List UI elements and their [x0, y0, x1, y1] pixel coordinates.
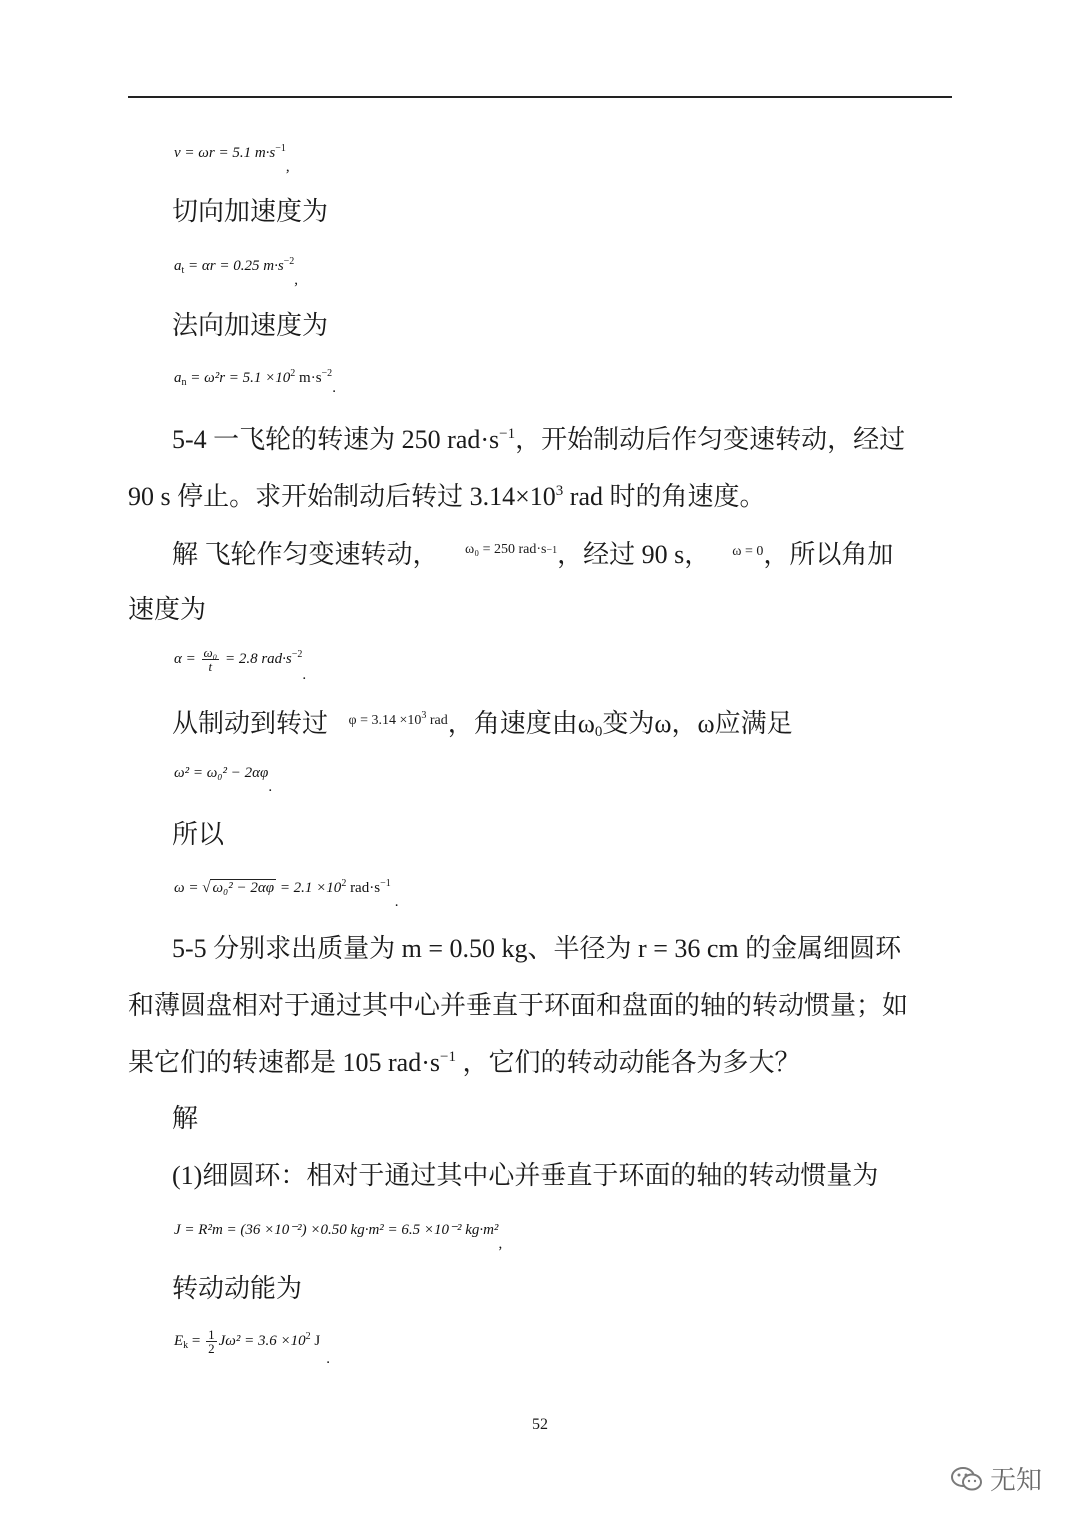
equation-tangential-acceleration: $a_t = \alpha r = 0.25$ $m\cdot s^{-2}$, [174, 256, 299, 288]
watermark [950, 1460, 1042, 1497]
solution-5-5-label: 解 [172, 1104, 199, 1133]
tangential-label: 切向加速度为 [172, 197, 329, 226]
equation-moment-of-inertia: J = R²m = (36 ×10⁻²) ×0.50 kg·m² = 6.5 ×10⁻² kg·m², [174, 1222, 503, 1252]
equation-omega-result: ω = √ $\omega_0^2 - 2\alpha\varphi = 2.1 \times 10^2$ $rad\cdot s^{-1}$. [174, 878, 399, 910]
page-number: 52 [532, 1416, 548, 1433]
solution-5-4-line2: 速度为 [128, 595, 207, 624]
ring-label: (1)细圆环：相对于通过其中心并垂直于环面的轴的转动惯量为 [172, 1161, 879, 1190]
watermark-text: 无知 [989, 1466, 1042, 1496]
equation-omega-squared: ω² = ω₀² − 2αφ. [174, 765, 273, 795]
equation-normal-acceleration: $a_n = \omega^2r = 5.1 \times 10^2$ $m\cdot s^{-2}$. [174, 368, 336, 396]
problem-5-4-line1: 5-4 一飞轮的转速为 250 $rad\cdot s^{-1}$，开始制动后作匀变速转动，经过 [172, 425, 906, 454]
kinetic-energy-label: 转动动能为 [172, 1274, 303, 1303]
solution-5-4-line1: 解 飞轮作匀变速转动， $^{\omega_0 = 250 rad\cdot s-1}$，经过 90 s， $^{\omega = 0}$，所以角加 [172, 540, 894, 569]
equation-velocity: v = ωr = 5.1 $m\cdot s^{-1}$, [174, 143, 290, 175]
equation-angular-acceleration: α = $\frac{\text{ω₀}}{t}$ = 2.8 $rad\cdot s^{-2}$. [174, 645, 307, 683]
normal-label: 法向加速度为 [172, 311, 329, 340]
wechat-icon [950, 1465, 984, 1493]
so-label: 所以 [172, 820, 225, 849]
from-braking-line: 从制动到转过 $^{\varphi = 3.14 \times 103}$ $^{rad}$，角速度由$\omega_0$变为ω，ω应满足 [172, 709, 793, 740]
problem-5-5-line1: 5-5 分别求出质量为 m = 0.50 kg、半径为 r = 36 cm 的金属细圆环 [172, 934, 902, 963]
problem-5-4-line2: 90 s 停止。求开始制动后转过 $3.14\times 10^3$ rad 时的角速度。 [128, 482, 766, 511]
header-rule [128, 96, 952, 98]
problem-5-5-line3: 果它们的转速都是 105 $rad\cdot s^{-1}$ ，它们的转动动能各为多大？ [128, 1048, 801, 1077]
equation-kinetic-energy: $E_k$ = $\frac{1}{2}$ $J\omega^2 = 3.6 \times 10^2$ J. [174, 1327, 330, 1367]
problem-5-5-line2: 和薄圆盘相对于通过其中心并垂直于环面和盘面的轴的转动惯量；如 [128, 991, 909, 1020]
